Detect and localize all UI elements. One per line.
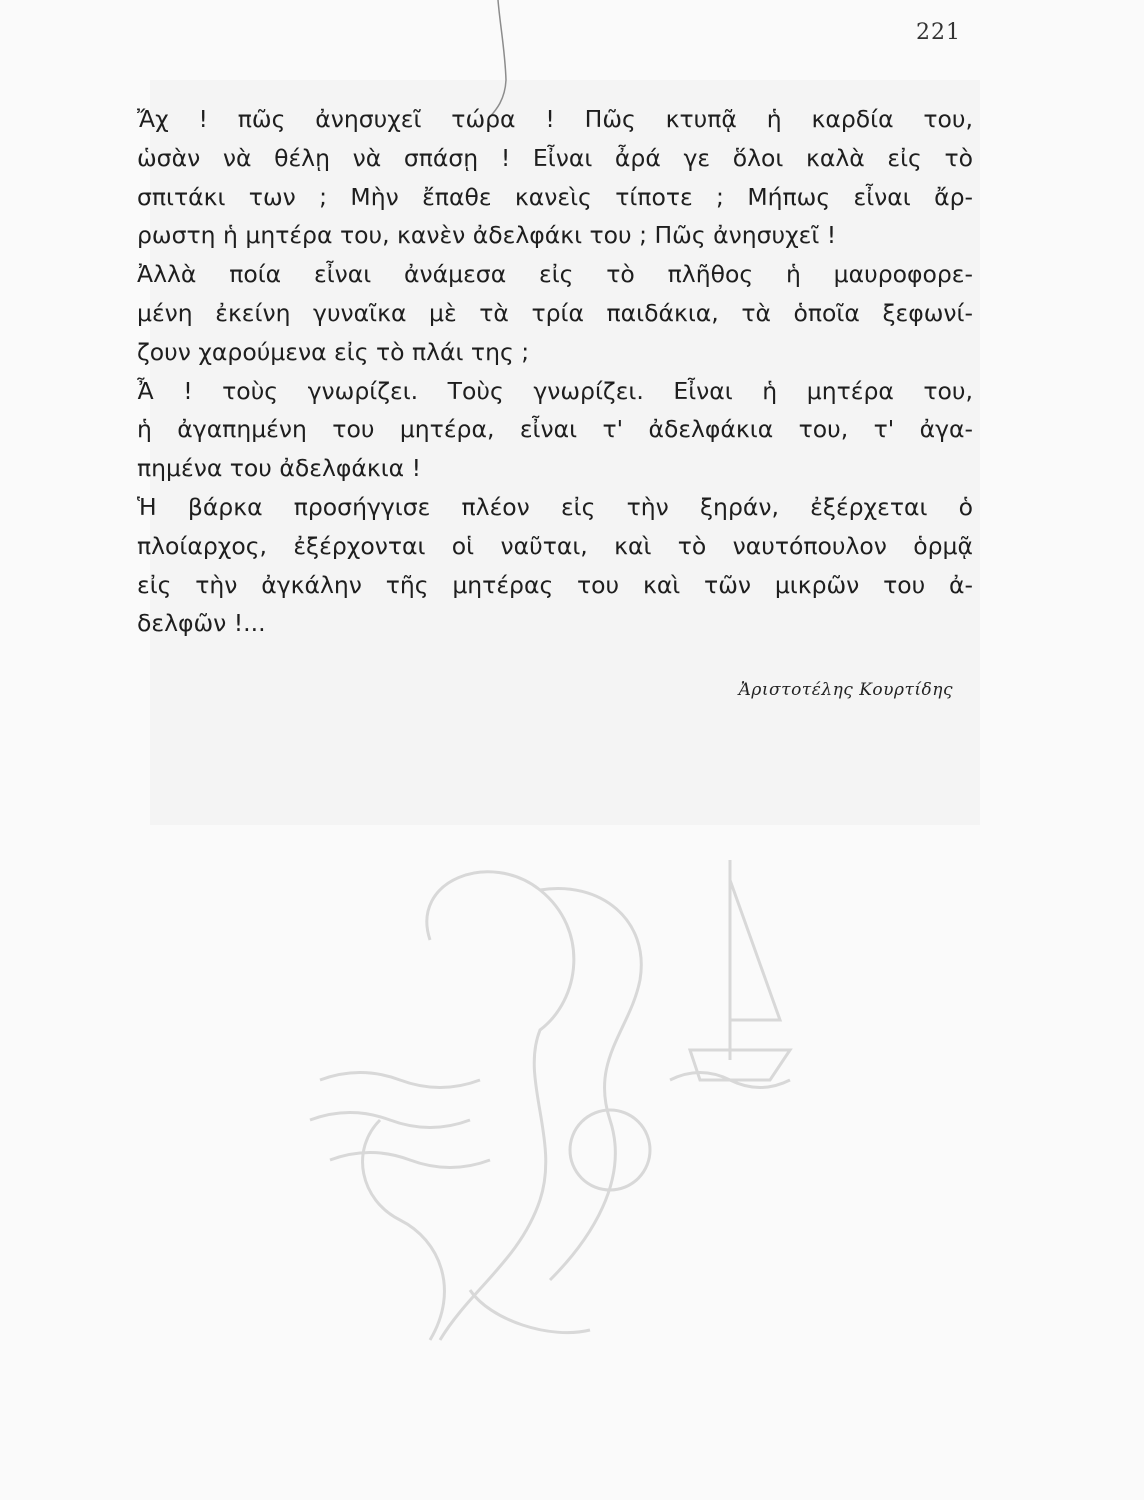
text-line: πλοίαρχος, ἐξέρχονται οἱ ναῦται, καὶ τὸ ναυτόπουλον ὁρμᾷ: [137, 531, 973, 560]
text-line: Ἆ ! τοὺς γνωρίζει. Τοὺς γνωρίζει. Εἶναι ἡ μητέρα του,: [137, 376, 973, 405]
author-signature: Ἀριστοτέλης Κουρτίδης: [738, 680, 953, 700]
text-line: ἡ ἀγαπημένη του μητέρα, εἶναι τ' ἀδελφάκια του, τ' ἀγα-: [137, 415, 973, 444]
paragraph-4: [137, 488, 973, 643]
paragraph-2: [137, 255, 973, 371]
text-line: σπιτάκι των ; Μὴν ἔπαθε κανεὶς τίποτε ; Μήπως εἶναι ἄρ-: [137, 182, 973, 211]
paragraph-1: [137, 100, 973, 255]
text-line: ὡσὰν νὰ θέλῃ νὰ σπάσῃ ! Εἶναι ἆρά γε ὅλοι καλὰ εἰς τὸ: [137, 143, 973, 172]
body-text: [137, 100, 973, 643]
text-line: ζουν χαρούμενα εἰς τὸ πλάι της ;: [137, 337, 530, 366]
text-line: ρωστη ἡ μητέρα του, κανὲν ἀδελφάκι του ; Πῶς ἀνησυχεῖ !: [137, 221, 837, 250]
text-line: Ἀλλὰ ποία εἶναι ἀνάμεσα εἰς τὸ πλῆθος ἡ μαυροφορε-: [137, 260, 973, 289]
text-line: μένη ἐκείνη γυναῖκα μὲ τὰ τρία παιδάκια, τὰ ὁποῖα ξεφωνί-: [137, 298, 973, 327]
text-line: δελφῶν !...: [137, 609, 266, 638]
text-line: εἰς τὴν ἀγκάλην τῆς μητέρας του καὶ τῶν μικρῶν του ἀ-: [137, 570, 973, 599]
page-number: 221: [916, 20, 961, 45]
paragraph-3: [137, 372, 973, 488]
text-line: Ἡ βάρκα προσήγγισε πλέον εἰς τὴν ξηράν, ἐξέρχεται ὁ: [137, 492, 973, 521]
text-line: Ἄχ ! πῶς ἀνησυχεῖ τώρα ! Πῶς κτυπᾷ ἡ καρδία του,: [137, 105, 973, 133]
text-line: πημένα του ἀδελφάκια !: [137, 454, 422, 483]
